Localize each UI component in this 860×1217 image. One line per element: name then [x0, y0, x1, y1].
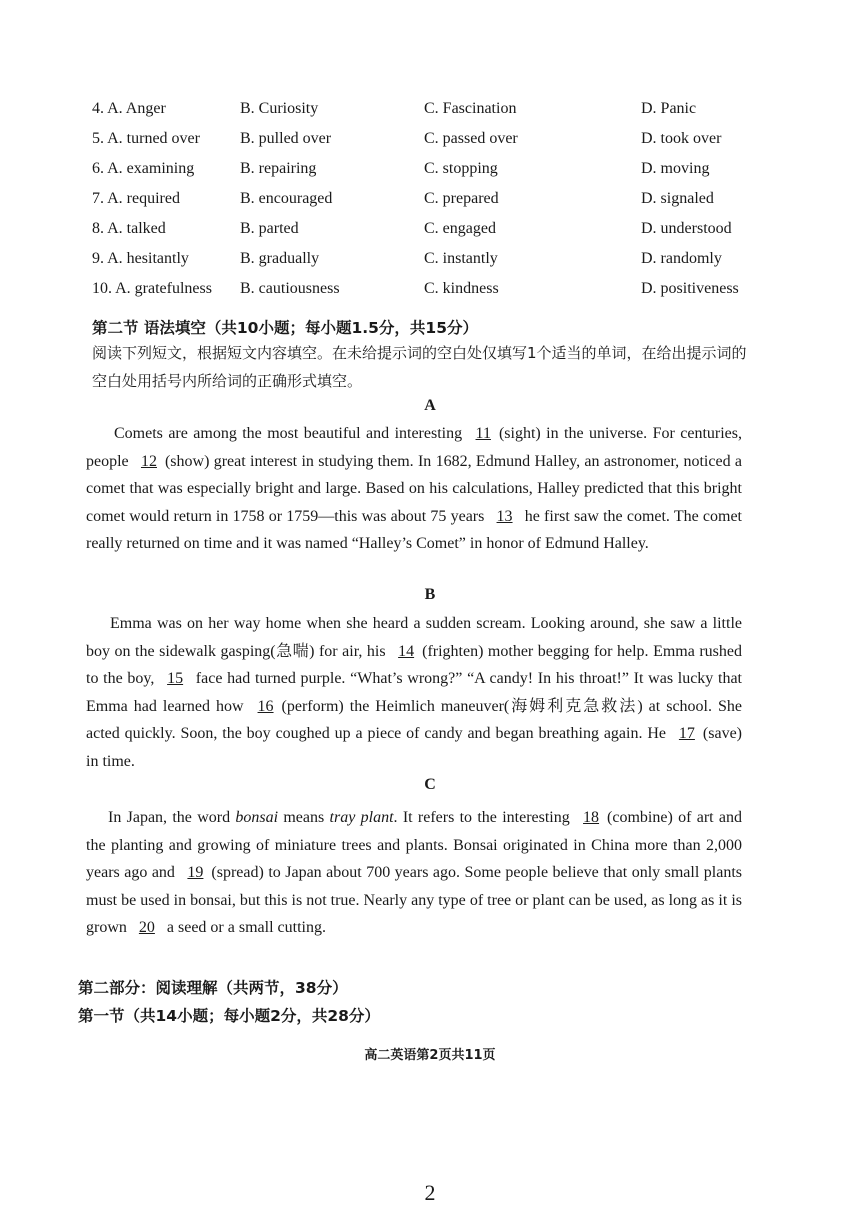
- option-choice: B. pulled over: [240, 130, 332, 147]
- page-footer: 高二英语第2页共11页: [364, 1048, 496, 1063]
- passage-c-label: C: [424, 776, 436, 793]
- option-choice: D. signaled: [641, 190, 714, 207]
- option-choice: B. repairing: [240, 160, 317, 177]
- option-choice: C. prepared: [424, 190, 499, 207]
- option-choice: D. understood: [641, 220, 732, 237]
- blank-13: 13: [496, 507, 513, 525]
- option-row: [0, 160, 860, 186]
- option-choice: C. stopping: [424, 160, 498, 177]
- option-choice: D. took over: [641, 130, 722, 147]
- option-choice: D. positiveness: [641, 280, 739, 297]
- option-row: [0, 190, 860, 216]
- section2-heading: 第二节 语法填空（共10小题；每小题1.5分，共15分）: [92, 319, 478, 337]
- option-choice: C. passed over: [424, 130, 518, 147]
- passage-a-label: A: [424, 397, 436, 414]
- option-choice: 6. A. examining: [92, 160, 195, 177]
- blank-18: 18: [583, 809, 600, 826]
- option-choice: C. instantly: [424, 250, 498, 267]
- option-choice: D. moving: [641, 160, 710, 177]
- blank-20: 20: [138, 919, 155, 936]
- section2-instructions: 阅读下列短文，根据短文内容填空。在未给提示词的空白处仅填写1个适当的单词，在给出提示词的空白处用括号内所给词的正确形式填空。: [92, 344, 747, 390]
- option-choice: B. encouraged: [240, 190, 333, 207]
- option-row: [0, 100, 860, 126]
- blank-17: 17: [678, 725, 695, 742]
- blank-14: 14: [398, 642, 415, 660]
- blank-11: 11: [475, 425, 491, 442]
- option-choice: C. engaged: [424, 220, 496, 237]
- passage-c: In Japan, the word bonsai means tray plant. It refers to the interesting 18 (combine) of art and the planting and growing of miniature trees and plants. Bonsai originated in China more than 2,000 years ago and 19 (spread) to Japan about 700 years ago. Some people believe that only small plants must be used in bonsai, but this is not true. Nearly any type of tree or plant can be used, as long as it is grown 20 a seed or a small cutting.: [86, 804, 742, 942]
- option-choice: B. gradually: [240, 250, 320, 267]
- blank-16: 16: [257, 697, 274, 715]
- option-choice: C. kindness: [424, 280, 499, 297]
- option-choice: 7. A. required: [92, 190, 180, 207]
- option-choice: 5. A. turned over: [92, 130, 200, 147]
- option-choice: D. Panic: [641, 100, 697, 117]
- option-choice: B. Curiosity: [240, 100, 319, 117]
- blank-19: 19: [187, 864, 204, 881]
- option-choice: 8. A. talked: [92, 220, 166, 237]
- blank-12: 12: [140, 452, 157, 470]
- option-row: [0, 130, 860, 156]
- passage-b: Emma was on her way home when she heard a sudden scream. Looking around, she saw a little boy on the sidewalk gasping(急喘) for air, his 14 (frighten) mother begging for help. Emma rushed to the boy, 15 face had turned purple. “What’s wrong?” “A candy! In his throat!” It was lucky that Emma had learned how 16 (perform) the Heimlich maneuver(海姆利克急救法) at school. She acted quickly. Soon, the boy coughed up a piece of candy and began breathing again. He 17 (save) in time.: [86, 615, 743, 770]
- option-choice: C. Fascination: [424, 100, 517, 117]
- part2-heading: 第二部分：阅读理解（共两节，38分）: [78, 979, 348, 997]
- option-row: [0, 250, 860, 276]
- option-choice: B. parted: [240, 220, 299, 237]
- option-row: [0, 220, 860, 246]
- option-choice: D. randomly: [641, 250, 722, 267]
- option-choice: 9. A. hesitantly: [92, 250, 189, 267]
- passage-b-label: B: [424, 586, 436, 603]
- option-choice: 10. A. gratefulness: [92, 280, 212, 297]
- passage-a: Comets are among the most beautiful and interesting 11 (sight) in the universe. For centuries, people 12 (show) great interest in studying them. In 1682, Edmund Halley, an astronomer, noticed a comet that was especially bright and large. Based on his calculations, Halley predicted that this bright comet would return in 1758 or 1759—this was about 75 years 13 he first saw the comet. The comet really returned on time and it was named “Halley’s Comet” in honor of Edmund Halley.: [86, 420, 742, 558]
- option-row: [0, 280, 860, 306]
- page-number: 2: [424, 1180, 436, 1205]
- option-choice: B. cautiousness: [240, 280, 340, 297]
- option-choice: 4. A. Anger: [92, 100, 166, 117]
- blank-15: 15: [167, 670, 184, 687]
- part2-subheading: 第一节（共14小题；每小题2分，共28分）: [78, 1007, 380, 1025]
